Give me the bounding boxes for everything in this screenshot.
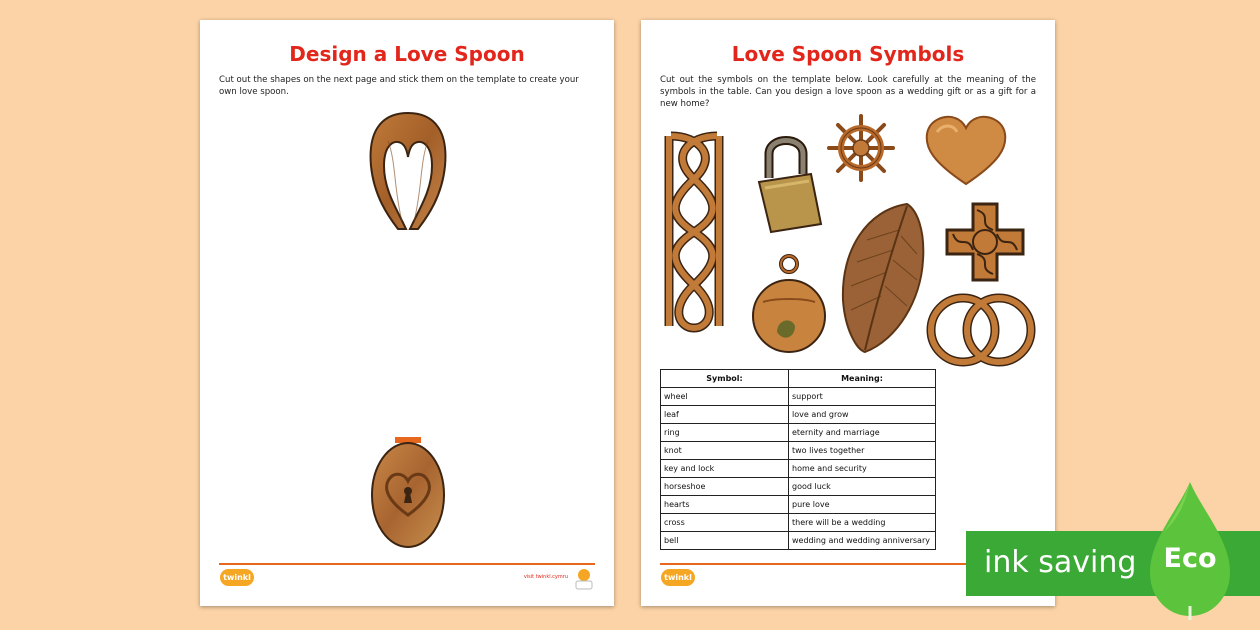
table-row <box>661 406 936 424</box>
table-cell-meaning: wedding and wedding anniversary <box>789 532 936 550</box>
padlock-icon <box>751 128 827 236</box>
ship-wheel-icon <box>827 114 895 182</box>
table-cell-symbol: key and lock <box>661 460 789 478</box>
table-cell-symbol: wheel <box>661 388 789 406</box>
brand-badge-icon <box>574 568 594 590</box>
table-cell-meaning: two lives together <box>789 442 936 460</box>
bell-icon <box>751 252 827 358</box>
table-header-symbol: Symbol: <box>661 370 789 388</box>
table-row <box>661 514 936 532</box>
table-cell-meaning: eternity and marriage <box>789 424 936 442</box>
table-cell-symbol: leaf <box>661 406 789 424</box>
page-title: Love Spoon Symbols <box>731 42 965 66</box>
wedding-rings-icon <box>925 292 1037 368</box>
table-header-meaning: Meaning: <box>789 370 936 388</box>
visit-website-text: visit twinkl.cymru <box>523 574 568 580</box>
table-cell-symbol: hearts <box>661 496 789 514</box>
table-cell-meaning: pure love <box>789 496 936 514</box>
eco-badge-text: Eco <box>1163 543 1217 574</box>
table-cell-meaning: there will be a wedding <box>789 514 936 532</box>
table-cell-meaning: good luck <box>789 478 936 496</box>
celtic-knot-icon <box>659 126 729 338</box>
leaf-icon <box>837 200 927 356</box>
table-cell-meaning: home and security <box>789 460 936 478</box>
celtic-cross-icon <box>945 202 1025 282</box>
table-row <box>661 424 936 442</box>
instructions-text: Cut out the shapes on the next page and stick them on the template to create your own love spoon. <box>219 75 579 97</box>
left-worksheet-page <box>200 20 614 606</box>
heart-icon <box>923 114 1009 186</box>
twinkl-logo: twinkl <box>220 569 254 586</box>
table-row <box>661 532 936 550</box>
spoon-handle-icon <box>368 111 448 231</box>
table-cell-meaning: love and grow <box>789 406 936 424</box>
table-cell-meaning: support <box>789 388 936 406</box>
table-cell-symbol: bell <box>661 532 789 550</box>
table-row <box>661 496 936 514</box>
table-row <box>661 478 936 496</box>
table-cell-symbol: horseshoe <box>661 478 789 496</box>
spoon-bowl-icon <box>368 437 448 549</box>
right-worksheet-page <box>641 20 1055 606</box>
ink-saving-label: ink saving <box>984 545 1137 580</box>
table-row <box>661 442 936 460</box>
page-title: Design a Love Spoon <box>289 42 525 66</box>
table-cell-symbol: cross <box>661 514 789 532</box>
instructions-text: Cut out the symbols on the template below. Look carefully at the meaning of the symbols in the table. Can you design a love spoon as a wedding gift or as a gift for a new home? <box>660 75 1036 109</box>
footer-divider <box>219 563 595 565</box>
table-row <box>661 460 936 478</box>
symbols-table <box>660 369 936 550</box>
table-cell-symbol: ring <box>661 424 789 442</box>
twinkl-logo: twinkl <box>661 569 695 586</box>
table-header-row <box>661 370 936 388</box>
table-cell-symbol: knot <box>661 442 789 460</box>
table-row <box>661 388 936 406</box>
